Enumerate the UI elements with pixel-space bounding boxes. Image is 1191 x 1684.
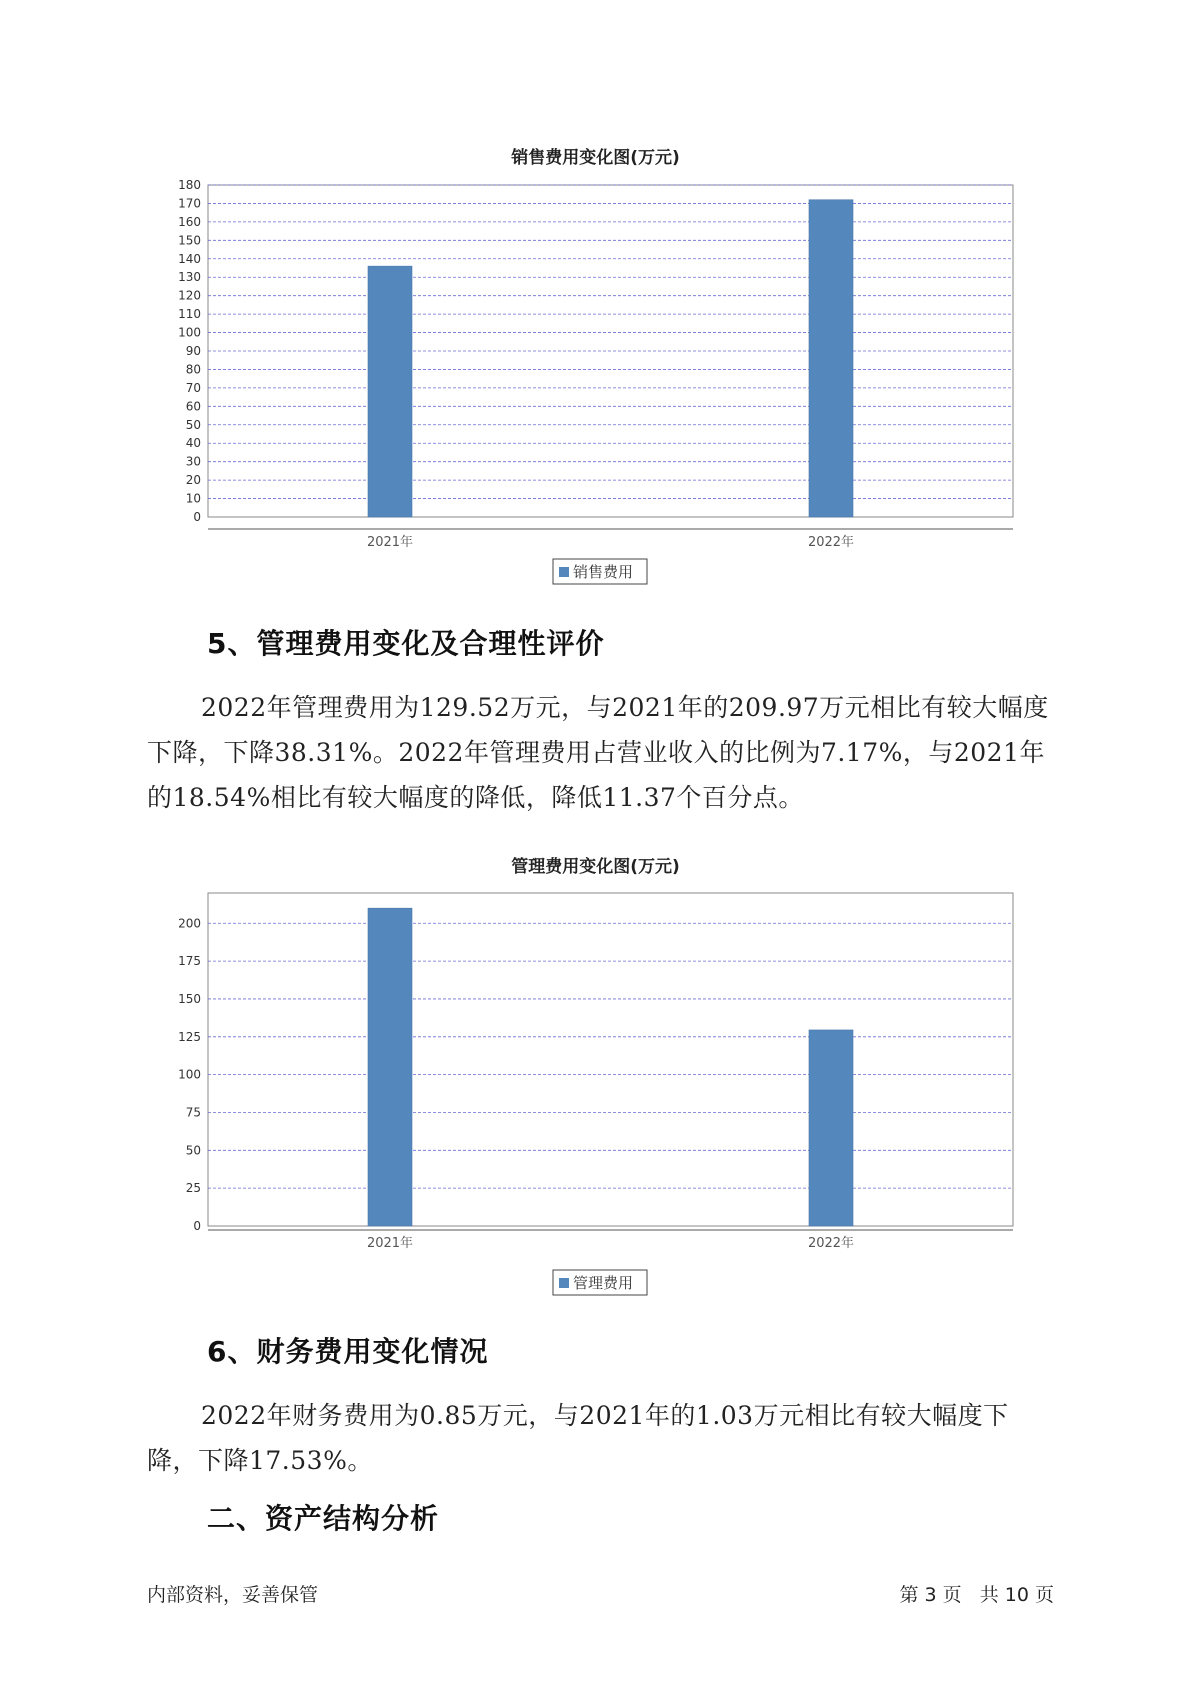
bar-2022年 [809, 1030, 853, 1226]
y-tick-label: 170 [178, 196, 201, 211]
y-tick-label: 100 [178, 1067, 201, 1082]
chart-title-admin: 管理费用变化图(万元) [511, 857, 680, 877]
y-tick-label: 10 [185, 491, 201, 506]
plot-frame [208, 893, 1013, 1226]
y-tick-label: 50 [185, 1143, 201, 1158]
bar-2021年 [368, 908, 412, 1226]
y-tick-label: 130 [178, 270, 201, 285]
section-heading-6: 6、财务费用变化情况 [207, 1335, 489, 1368]
section-paragraph-5: 2022年管理费用为129.52万元，与2021年的209.97万元相比有较大幅度下降，下降38.31%。2022年管理费用占营业收入的比例为7.17%，与2021年的18.54%相比有较大幅度的降低，降低11.37个百分点。 [147, 693, 1049, 812]
x-category-label: 2021年 [366, 1236, 414, 1251]
y-tick-label: 140 [178, 251, 201, 266]
y-tick-label: 160 [178, 214, 201, 229]
y-tick-label: 175 [178, 954, 201, 969]
y-tick-label: 60 [185, 399, 201, 414]
y-tick-label: 50 [185, 417, 201, 432]
y-tick-label: 90 [185, 344, 201, 358]
y-tick-label: 100 [178, 325, 201, 340]
x-category-label: 2022年 [807, 535, 855, 550]
y-tick-label: 180 [178, 178, 201, 192]
y-tick-label: 0 [193, 510, 201, 524]
y-tick-label: 70 [185, 380, 201, 395]
section-heading-assets: 二、资产结构分析 [207, 1502, 440, 1535]
x-category-label: 2022年 [807, 1236, 855, 1251]
y-tick-label: 0 [193, 1219, 201, 1233]
y-tick-label: 150 [178, 233, 201, 248]
y-tick-label: 40 [185, 436, 201, 451]
y-tick-label: 120 [178, 288, 201, 303]
y-tick-label: 110 [178, 307, 201, 322]
section-heading-5: 5、管理费用变化及合理性评价 [207, 627, 605, 660]
legend-label: 管理费用 [573, 1274, 634, 1292]
y-tick-label: 75 [185, 1105, 201, 1120]
legend-label: 销售费用 [573, 563, 634, 581]
y-tick-label: 125 [178, 1029, 201, 1044]
y-tick-label: 200 [178, 916, 201, 931]
y-tick-label: 25 [185, 1181, 201, 1196]
footer-page-number: 第 3 页 共 10 页 [899, 1584, 1054, 1606]
y-tick-label: 20 [185, 473, 201, 488]
y-tick-label: 150 [178, 991, 201, 1006]
section-paragraph-6: 2022年财务费用为0.85万元，与2021年的1.03万元相比有较大幅度下降，下降17.53%。 [147, 1401, 1009, 1475]
legend-swatch [559, 1278, 569, 1288]
chart-title-sales: 销售费用变化图(万元) [511, 148, 680, 168]
footer-confidential: 内部资料，妥善保管 [147, 1584, 319, 1606]
y-tick-label: 30 [185, 454, 201, 469]
y-tick-label: 80 [185, 362, 201, 377]
x-category-label: 2021年 [366, 535, 414, 550]
